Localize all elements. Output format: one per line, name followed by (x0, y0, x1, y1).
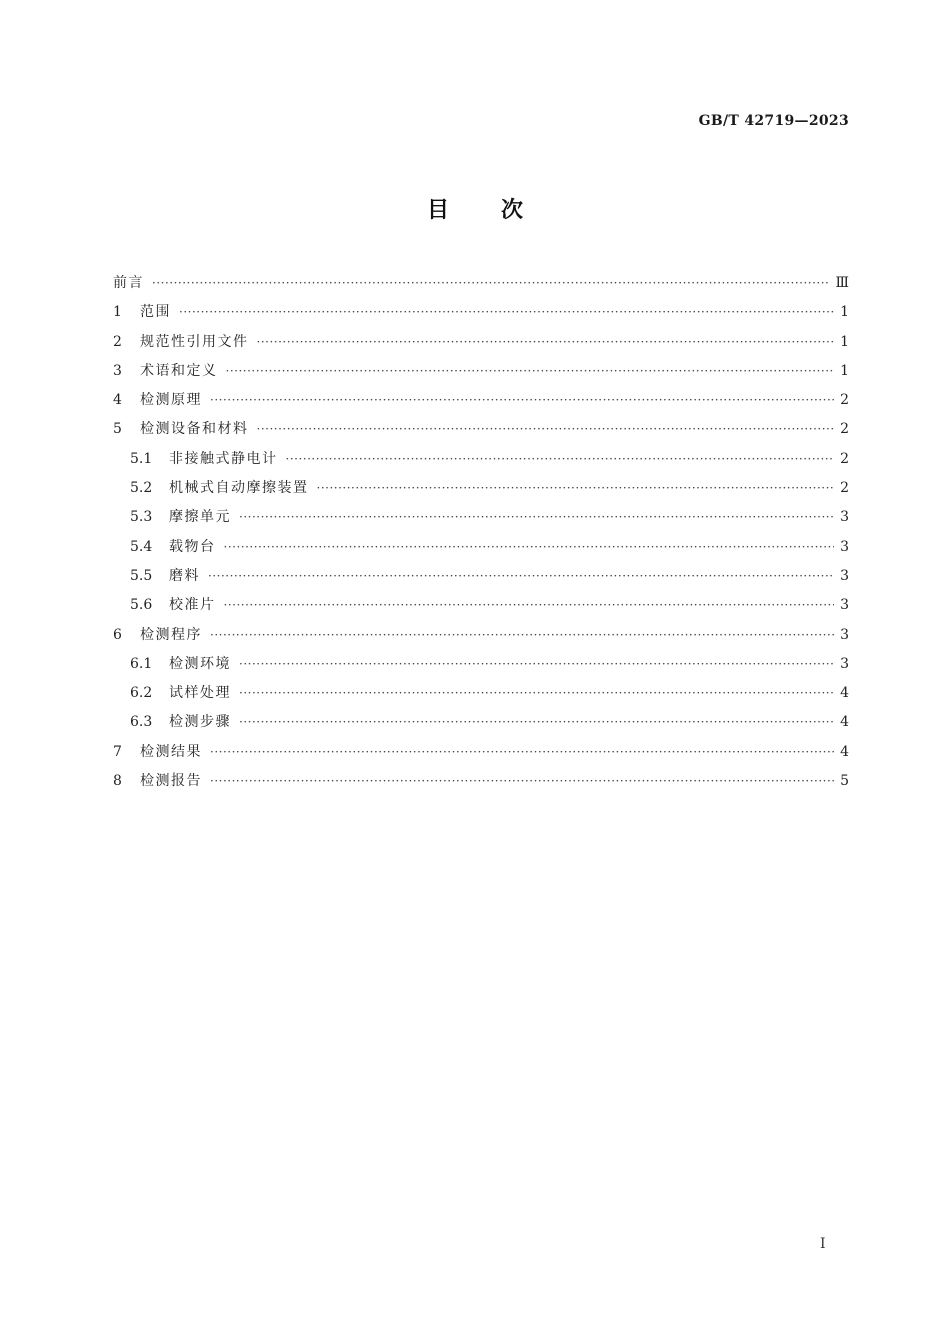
toc-entry-6-3[interactable] (113, 708, 849, 737)
toc-entry-number: 5.1 (130, 450, 153, 467)
toc-dot-leader (210, 386, 834, 415)
toc-entry-number: 4 (113, 392, 122, 409)
toc-entry-label: 规范性引用文件 (140, 333, 249, 350)
toc-dot-leader (179, 298, 834, 327)
toc-dot-leader (226, 357, 835, 386)
toc-entry-page: 2 (840, 392, 849, 409)
toc-entry-page: 1 (840, 362, 849, 379)
toc-dot-leader (239, 650, 834, 679)
toc-entry-page: 4 (840, 743, 849, 760)
toc-entry-5-5[interactable] (113, 562, 849, 591)
toc-entry-number: 5 (113, 421, 122, 438)
toc-entry-3[interactable] (113, 357, 849, 386)
toc-entry-label: 磨料 (169, 567, 200, 584)
toc-entry-label: 检测设备和材料 (140, 421, 249, 438)
toc-entry-1[interactable] (113, 298, 849, 327)
standard-code: GB/T 42719—2023 (698, 113, 849, 129)
toc-entry-number: 5.4 (130, 538, 153, 555)
toc-entry-4[interactable] (113, 386, 849, 415)
toc-entry-number: 7 (113, 743, 122, 760)
toc-entry-label: 非接触式静电计 (169, 450, 278, 467)
toc-entry-label: 校准片 (169, 597, 216, 614)
toc-entry-page: Ⅲ (835, 275, 849, 291)
toc-entry-page: 3 (840, 509, 849, 526)
toc-dot-leader (210, 738, 834, 767)
toc-dot-leader (239, 679, 834, 708)
table-of-contents (113, 269, 849, 796)
page-number: I (820, 1236, 826, 1252)
toc-dot-leader (208, 562, 834, 591)
toc-entry-page: 5 (840, 773, 849, 790)
toc-entry-6[interactable] (113, 621, 849, 650)
toc-entry-label: 检测环境 (169, 655, 231, 672)
toc-entry-5-4[interactable] (113, 533, 849, 562)
toc-entry-label: 检测程序 (140, 626, 202, 643)
toc-entry-page: 2 (840, 480, 849, 497)
toc-entry-5-1[interactable] (113, 445, 849, 474)
toc-entry-5[interactable] (113, 415, 849, 444)
toc-entry-number: 6.1 (130, 655, 153, 672)
toc-dot-leader (210, 621, 834, 650)
toc-entry-number: 6.2 (130, 685, 153, 702)
toc-entry-2[interactable] (113, 328, 849, 357)
toc-entry-label: 摩擦单元 (169, 509, 231, 526)
toc-dot-leader (257, 415, 835, 444)
toc-dot-leader (224, 533, 835, 562)
toc-entry-label: 试样处理 (169, 685, 231, 702)
toc-entry-page: 3 (840, 567, 849, 584)
toc-dot-leader (239, 708, 834, 737)
toc-entry-number: 5.6 (130, 597, 153, 614)
toc-entry-page: 2 (840, 450, 849, 467)
toc-entry-label: 前言 (113, 275, 144, 291)
toc-entry-page: 1 (840, 304, 849, 321)
toc-entry-5-2[interactable] (113, 474, 849, 503)
toc-entry-page: 4 (840, 685, 849, 702)
toc-entry-label: 检测步骤 (169, 714, 231, 731)
toc-dot-leader (239, 503, 834, 532)
toc-entry-page: 3 (840, 626, 849, 643)
toc-entry-label: 术语和定义 (140, 362, 218, 379)
toc-entry-page: 1 (840, 333, 849, 350)
toc-entry-number: 6 (113, 626, 122, 643)
toc-entry-number: 8 (113, 773, 122, 790)
toc-entry-6-1[interactable] (113, 650, 849, 679)
toc-dot-leader (257, 328, 835, 357)
toc-entry-number: 3 (113, 362, 122, 379)
toc-entry-label: 检测原理 (140, 392, 202, 409)
page-title: 目次 (426, 198, 575, 223)
toc-entry-6-2[interactable] (113, 679, 849, 708)
toc-entry-page: 3 (840, 655, 849, 672)
toc-entry-number: 5.5 (130, 567, 153, 584)
toc-dot-leader (210, 767, 834, 796)
toc-entry-label: 载物台 (169, 538, 216, 555)
toc-dot-leader (317, 474, 835, 503)
toc-entry-5-6[interactable] (113, 591, 849, 620)
toc-entry-number: 6.3 (130, 714, 153, 731)
toc-entry-label: 检测报告 (140, 773, 202, 790)
toc-entry-page: 4 (840, 714, 849, 731)
toc-entry-number: 1 (113, 304, 122, 321)
toc-dot-leader (152, 269, 829, 298)
toc-dot-leader (286, 445, 835, 474)
toc-dot-leader (224, 591, 835, 620)
toc-entry-label: 机械式自动摩擦装置 (169, 480, 309, 497)
toc-entry-number: 5.2 (130, 480, 153, 497)
toc-entry-page: 2 (840, 421, 849, 438)
toc-entry-preface[interactable] (113, 269, 849, 298)
toc-entry-label: 检测结果 (140, 743, 202, 760)
toc-entry-number: 5.3 (130, 509, 153, 526)
toc-entry-page: 3 (840, 597, 849, 614)
toc-entry-5-3[interactable] (113, 503, 849, 532)
toc-entry-label: 范围 (140, 304, 171, 321)
toc-entry-page: 3 (840, 538, 849, 555)
toc-entry-8[interactable] (113, 767, 849, 796)
toc-entry-number: 2 (113, 333, 122, 350)
toc-entry-7[interactable] (113, 738, 849, 767)
